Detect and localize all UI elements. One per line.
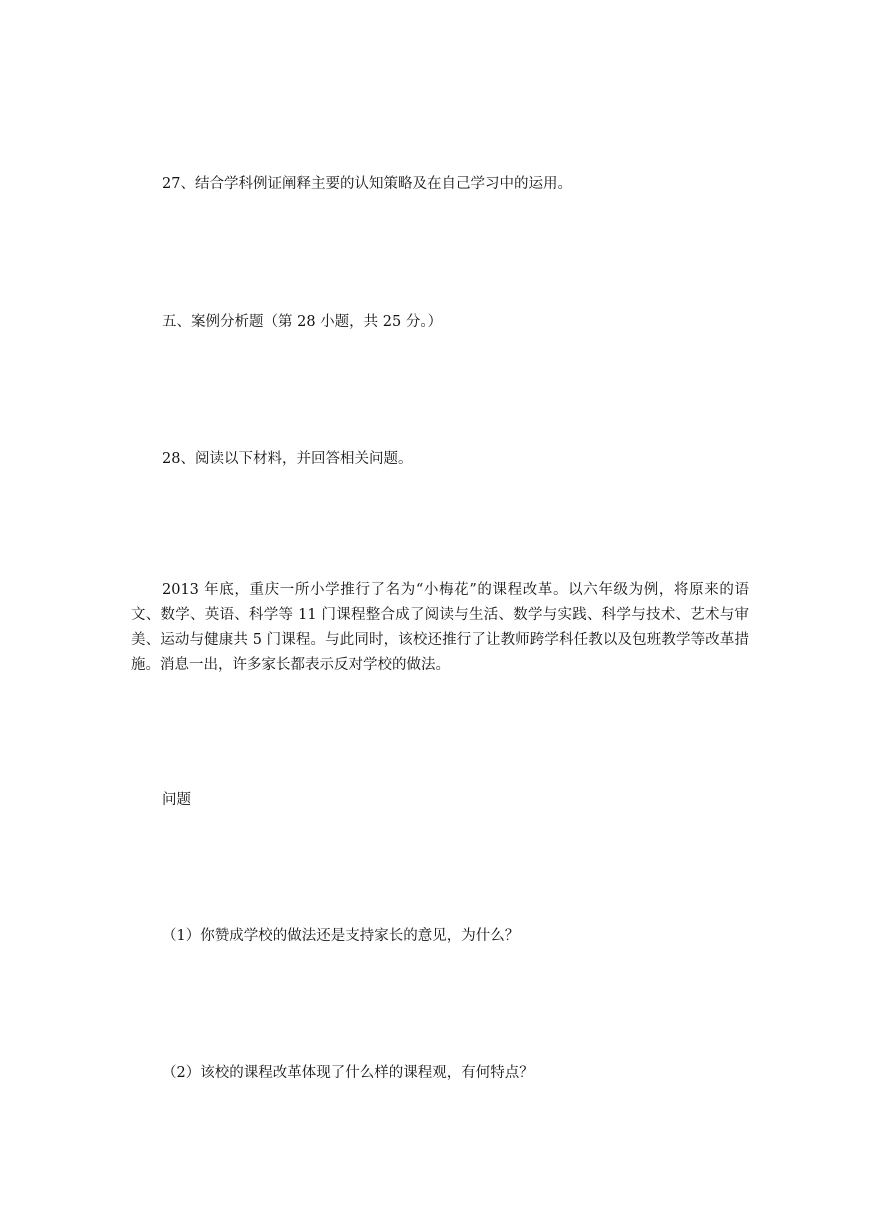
question-28: 28、阅读以下材料，并回答相关问题。 xyxy=(162,451,413,467)
sub-question-2: （2）该校的课程改革体现了什么样的课程观，有何特点？ xyxy=(162,1065,534,1081)
question-label: 问题 xyxy=(162,792,191,808)
section-5-heading: 五、案例分析题（第 28 小题，共 25 分。） xyxy=(162,314,443,330)
question-27: 27、结合学科例证阐释主要的认知策略及在自己学习中的运用。 xyxy=(162,176,572,192)
sub-question-1: （1）你赞成学校的做法还是支持家长的意见，为什么？ xyxy=(162,928,520,944)
case-material-paragraph: 2013 年底，重庆一所小学推行了名为“小梅花”的课程改革。以六年级为例，将原来的语文、数学、英语、科学等 11 门课程整合成了阅读与生活、数学与实践、科学与技术、艺术与审美、运动与健康共 5 门课程。与此同时，该校还推行了让教师跨学科任教以及包班教学等改革措施。消息一出，许多家长都表示反对学校的做法。 xyxy=(131,582,749,673)
